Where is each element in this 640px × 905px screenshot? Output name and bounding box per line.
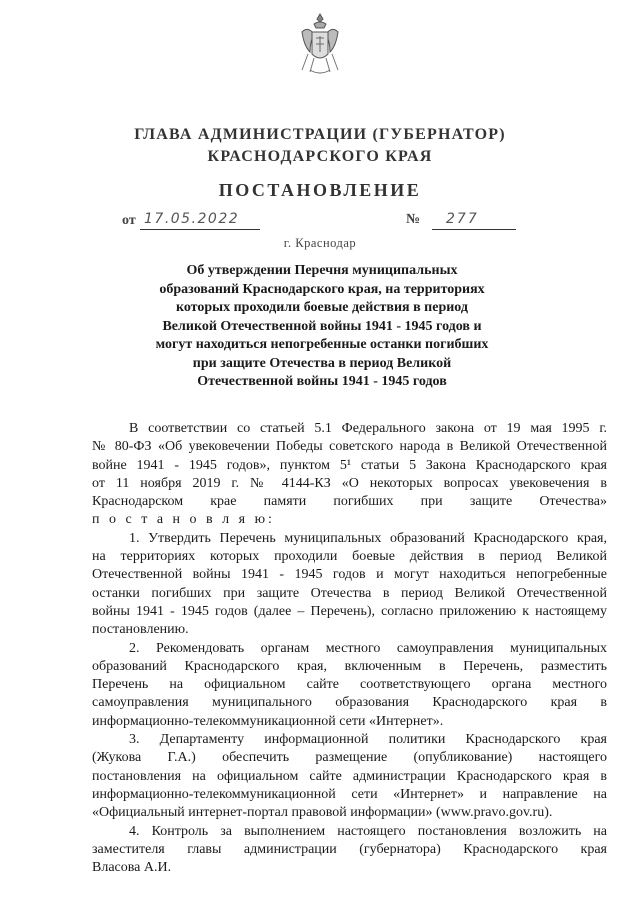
body-line: постановлению. [92,622,189,638]
title-line: Об утверждении Перечня муниципальных [186,263,458,278]
document-type: ПОСТАНОВЛЕНИЕ [218,180,422,200]
body-line: 1. Утвердить Перечень муниципальных образований Краснодарского края, [129,530,607,546]
body-line: самоуправления муниципального образования Краснодарского края в [92,695,607,711]
title-line: могут находиться непогребенные останки погибших [155,337,489,352]
body-line: 4. Контроль за выполнением настоящего постановления возложить на [129,823,607,839]
body-line: на территориях которых проходили боевые действия в период Великой [92,549,607,565]
org-name-line2: КРАСНОДАРСКОГО КРАЯ [207,148,433,165]
body-line: Краснодарском крае памяти погибших при защите Отечества» [92,494,607,510]
body-line: войны 1941 - 1945 годов (далее – Перечень), согласно приложению к настоящему [92,603,607,619]
body-line: образований Краснодарского края, включенным в Перечень, разместить [92,658,607,674]
body-line: останки погибших при защите Отечества в период Великой Отечественной [92,585,607,601]
body-line: Отечественной войны 1941 - 1945 годов и могут находиться непогребенные [92,567,607,583]
body-line: войне 1941 - 1945 годов», пунктом 5¹ статьи 5 Закона Краснодарского края [92,457,607,473]
date-underline [140,229,260,230]
body-line: «Официальный интернет-портал правовой информации» (www.pravo.gov.ru). [92,805,553,821]
number-underline [432,229,516,230]
number-label: № [406,212,421,227]
number-value: 277 [446,211,479,227]
body-line: постановления на официальном сайте администрации Краснодарского края в [92,768,607,784]
title-line: Отечественной войны 1941 - 1945 годов [197,374,447,389]
org-name-line1: ГЛАВА АДМИНИСТРАЦИИ (ГУБЕРНАТОР) [134,126,506,143]
body-line: 2. Рекомендовать органам местного самоуправления муниципальных [129,640,607,656]
body-line: информационно-телекоммуникационной сети «Интернет» и направление на [92,786,607,802]
body-line: В соответствии со статьей 5.1 Федерального закона от 19 мая 1995 г. [129,421,607,436]
coat-of-arms-icon [294,12,346,78]
body-line: № 80-ФЗ «Об увековечении Победы советского народа в Великой Отечественной [92,439,607,455]
document-title [140,262,504,392]
city-name: г. Краснодар [283,236,357,250]
title-line: Великой Отечественной войны 1941 - 1945 годов и [162,318,482,334]
title-line: которых проходили боевые действия в период [175,300,468,315]
title-line: при защите Отечества в период Великой [192,355,452,371]
body-line: (Жукова Г.А.) обеспечить размещение (опубликование) настоящего [92,750,607,766]
body-line: заместителя главы администрации (губернатора) Краснодарского края [92,841,607,857]
title-line: образований Краснодарского края, на территориях [159,281,485,297]
body-line: от 11 ноября 2019 г. № 4144-КЗ «О некоторых вопросах увековечения в [92,475,607,491]
document-body [92,420,607,877]
body-line: п о с т а н о в л я ю: [92,512,275,528]
body-line: информационно-телекоммуникационной сети «Интернет». [92,713,444,729]
date-value: 17.05.2022 [144,211,240,227]
body-line: Власова А.И. [92,860,172,876]
date-label: от [122,213,136,228]
body-line: 3. Департаменту информационной политики Краснодарского края [129,732,607,748]
body-line: Перечень на официальном сайте соответствующего органа местного [92,677,607,693]
